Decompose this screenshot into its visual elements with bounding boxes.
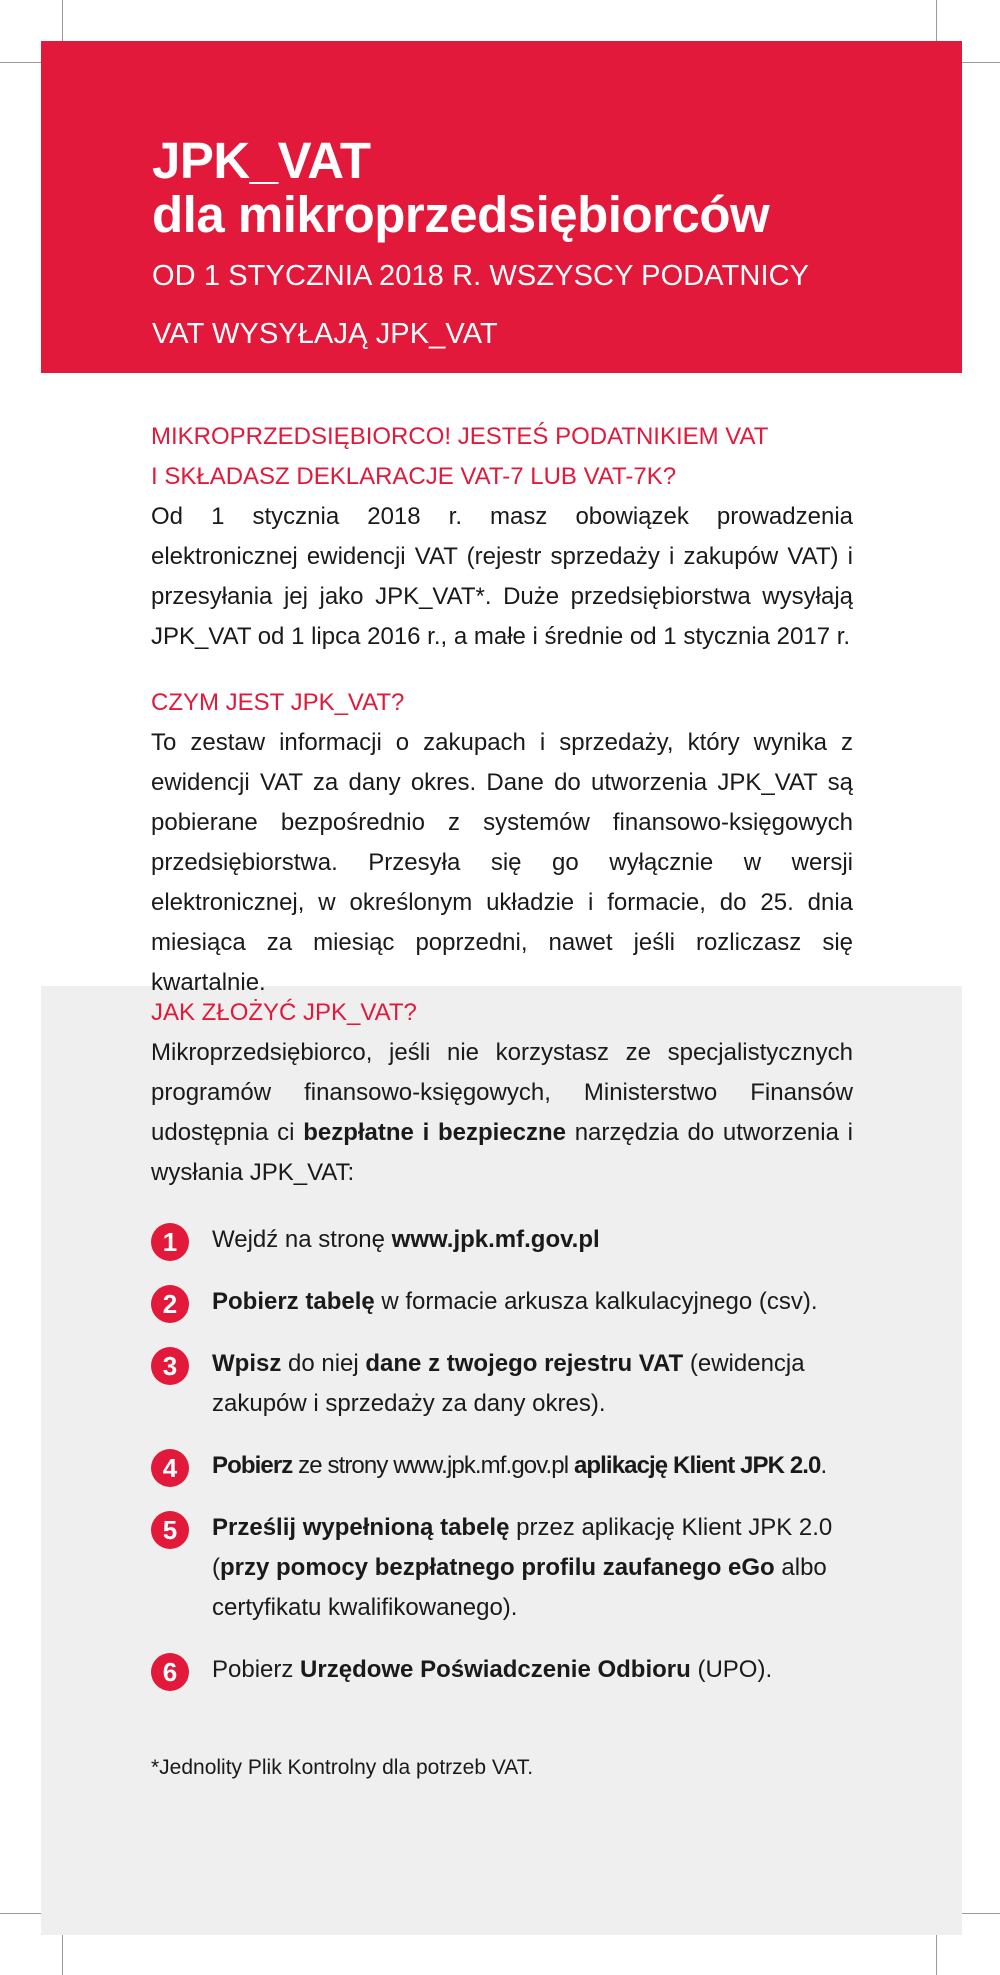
step-item (151, 1446, 863, 1486)
crop-mark-top-left (62, 0, 63, 42)
page-subtitle-line-2: VAT WYSYŁAJĄ JPK_VAT (152, 318, 498, 350)
step-bold-text: dane z twojego rejestru VAT (365, 1350, 684, 1377)
step-number-badge: 3 (151, 1347, 189, 1385)
step-item (151, 1508, 863, 1628)
crop-mark-left-top (0, 62, 42, 63)
header-banner (41, 41, 962, 373)
step-number-badge: 4 (151, 1449, 189, 1487)
step-bold-text: aplikację Klient JPK 2.0 (573, 1452, 821, 1479)
step-text: (UPO). (690, 1656, 773, 1683)
steps-list (151, 1220, 863, 1690)
page-title-line-2: dla mikroprzedsiębiorców (152, 186, 770, 243)
section3-heading: JAK ZŁOŻYĆ JPK_VAT? (151, 999, 417, 1026)
section1-heading-line-1: MIKROPRZEDSIĘBIORCO! JESTEŚ PODATNIKIEM VAT (151, 423, 769, 450)
crop-mark-right-top (958, 62, 1000, 63)
step-text: albo certyfikatu kwalifikowanego). (212, 1554, 827, 1621)
step-text: przez aplikację Klient JPK 2.0 ( (212, 1514, 833, 1581)
step-bold-text: Prześlij wypełnioną tabelę (212, 1514, 510, 1541)
step-item (151, 1650, 863, 1690)
step-bold-text: Wpisz (212, 1350, 282, 1377)
crop-mark-top-right (936, 0, 937, 42)
step-link-text: www.jpk.mf.gov.pl (391, 1226, 600, 1253)
section-how-to-submit (151, 993, 853, 1193)
step-text: do niej (281, 1350, 366, 1377)
step-text: Wejdź na stronę (212, 1226, 392, 1253)
page-title-line-1: JPK_VAT (152, 132, 371, 189)
step-text: (ewidencja zakupów i sprzedaży za dany okres). (212, 1350, 805, 1417)
crop-mark-right-bottom (958, 1913, 1000, 1914)
footnote: *Jednolity Plik Kontrolny dla potrzeb VAT. (151, 1756, 534, 1779)
section3-body-start: Mikroprzedsiębiorco, jeśli nie korzystasz ze specjalistycznych programów finansowo-księgowych, Ministerstwo Finansów udostępnia ci (151, 1039, 853, 1146)
step-item (151, 1282, 863, 1322)
step-bold-text: Urzędowe Poświadczenie Odbioru (300, 1656, 691, 1683)
section2-body: To zestaw informacji o zakupach i sprzedaży, który wynika z ewidencji VAT za dany okres. Dane do utworzenia JPK_VAT są pobierane bezpośrednio z systemów finansowo-księgowych przedsiębiorstwa. Przesyła się go wyłącznie w wersji elektronicznej, w określonym układzie i formacie, do 25. dnia miesiąca za miesiąc poprzedni, nawet jeśli rozliczasz się kwartalnie. (151, 729, 853, 996)
section2-heading: CZYM JEST JPK_VAT? (151, 689, 405, 716)
page-subtitle-line-1: OD 1 STYCZNIA 2018 R. WSZYSCY PODATNICY (152, 260, 810, 292)
step-text: w formacie arkusza kalkulacyjnego (csv). (374, 1288, 818, 1315)
crop-mark-bottom-left (62, 1933, 63, 1975)
step-number-badge: 2 (151, 1285, 189, 1323)
step-bold-text: Pobierz (212, 1452, 293, 1479)
section3-body-bold: bezpłatne i bezpieczne (303, 1119, 566, 1146)
step-text: Pobierz (212, 1656, 301, 1683)
step-item (151, 1344, 863, 1424)
section3-body (151, 1033, 853, 1193)
step-bold-text: przy pomocy bezpłatnego profilu zaufanego eGo (220, 1554, 775, 1581)
section1-heading-line-2: I SKŁADASZ DEKLARACJE VAT-7 LUB VAT-7K? (151, 463, 677, 490)
step-item (151, 1220, 863, 1260)
crop-mark-left-bottom (0, 1913, 42, 1914)
section-what-is-jpk (151, 683, 853, 1003)
step-number-badge: 6 (151, 1653, 189, 1691)
step-text: . (820, 1452, 827, 1479)
crop-mark-bottom-right (936, 1933, 937, 1975)
section3-body-end: narzędzia do utworzenia i wysłania JPK_VAT: (151, 1119, 853, 1186)
step-bold-text: Pobierz tabelę (212, 1288, 375, 1315)
section1-body: Od 1 stycznia 2018 r. masz obowiązek prowadzenia elektronicznej ewidencji VAT (rejestr sprzedaży i zakupów VAT) i przesyłania jej jako JPK_VAT*. Duże przedsiębiorstwa wysyłają JPK_VAT od 1 lipca 2016 r., a małe i średnie od 1 stycznia 2017 r. (151, 503, 853, 650)
section-microentrepreneur (151, 417, 853, 657)
step-number-badge: 1 (151, 1223, 189, 1261)
step-text: ze strony www.jpk.mf.gov.pl (292, 1452, 574, 1479)
step-number-badge: 5 (151, 1511, 189, 1549)
